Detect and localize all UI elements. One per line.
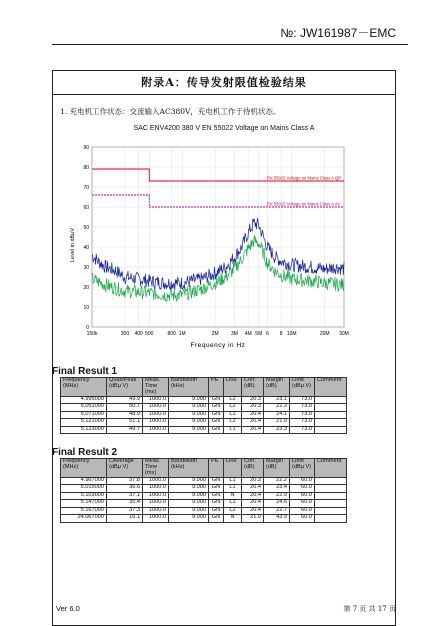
table-cell: 73.0 [290, 396, 315, 404]
table-cell: 60.0 [290, 492, 315, 500]
y-tick-label: 20 [83, 284, 89, 291]
table-cell: GN [209, 500, 224, 508]
x-tick-label: 300 [120, 331, 130, 337]
table-cell: 4.995000 [61, 396, 107, 404]
table-cell [315, 485, 347, 493]
appendix-title: 附录A：传导发射限值检验结果 [141, 76, 307, 89]
x-tick-label: 150k [86, 331, 98, 337]
table-cell: GN [209, 477, 224, 485]
table-cell: 24.067000 [61, 515, 107, 523]
table-cell: 23.3 [264, 426, 290, 434]
table-cell: 22.9 [264, 492, 290, 500]
table-cell: GN [209, 404, 224, 412]
table-cell: 20.4 [242, 426, 264, 434]
table-cell: L2 [224, 404, 242, 412]
table-cell: 16.1 [107, 515, 143, 523]
limit-label: EN 55022 Voltage on Mains Class A AV [266, 201, 341, 207]
table-row [61, 485, 347, 493]
column-header: Frequency (MHz) [61, 459, 107, 478]
final-result-2-title: Final Result 2 [52, 447, 118, 458]
table-cell: 60.0 [290, 515, 315, 523]
x-axis-label: Frequency in Hz [190, 342, 246, 349]
table-cell: 1000.0 [143, 485, 169, 493]
table-cell: 20.3 [242, 404, 264, 412]
x-tick-label: 5M [255, 331, 263, 337]
table-cell: 35.4 [107, 500, 143, 508]
table-cell: 60.0 [290, 507, 315, 515]
table-cell [315, 404, 347, 412]
table-cell: 20.4 [242, 411, 264, 419]
table-cell: 20.4 [242, 507, 264, 515]
table-cell: 5.167000 [61, 507, 107, 515]
table-cell: L2 [224, 507, 242, 515]
table-cell: GN [209, 507, 224, 515]
column-header: Corr. (dB) [242, 459, 264, 478]
table-cell: 60.0 [290, 477, 315, 485]
x-tick-label: 400 [134, 331, 143, 337]
final-result-2-table [60, 458, 347, 523]
table-cell: 5.123000 [61, 426, 107, 434]
y-axis-ticks [83, 145, 89, 331]
table-cell: 9.000 [169, 477, 209, 485]
chart-title: SAC ENV4200 380 V EN 55022 Voltage on Mains Class A [133, 125, 315, 132]
table-cell: N [224, 515, 242, 523]
table-cell: 1000.0 [143, 419, 169, 427]
table-cell: 24.6 [264, 500, 290, 508]
x-axis-ticks [87, 331, 349, 337]
table-cell [315, 492, 347, 500]
table-cell: 73.0 [290, 426, 315, 434]
table-cell: GN [209, 485, 224, 493]
table-cell: 22.7 [264, 507, 290, 515]
y-tick-label: 70 [83, 184, 89, 191]
table-cell: 9.000 [169, 507, 209, 515]
table-cell: GN [209, 492, 224, 500]
table-cell: 5.121000 [61, 419, 107, 427]
y-tick-label: 60 [83, 204, 89, 211]
table-cell [315, 411, 347, 419]
table-cell: 21.0 [242, 515, 264, 523]
x-tick-label: 30M [339, 331, 349, 337]
x-tick-label: 20M [319, 331, 330, 337]
x-tick-label: 2M [211, 331, 219, 337]
table-cell: 1000.0 [143, 404, 169, 412]
table-cell: 9.000 [169, 404, 209, 412]
table-cell: 37.8 [107, 477, 143, 485]
table-cell: 60.0 [290, 485, 315, 493]
table-cell: 21.9 [264, 419, 290, 427]
table-cell [315, 419, 347, 427]
column-header: Bandwidth (kHz) [169, 459, 209, 478]
version-label: Ver 6.0 [56, 604, 80, 613]
table-cell: 20.3 [242, 477, 264, 485]
table-cell: 49.7 [107, 426, 143, 434]
x-tick-label: 8 [279, 331, 283, 337]
y-tick-label: 30 [83, 264, 89, 271]
x-tick-label: 6 [266, 331, 269, 337]
table-cell: GN [209, 396, 224, 404]
column-header: Limit (dBµ V) [290, 459, 315, 478]
table-cell: 9.000 [169, 492, 209, 500]
table-cell: L2 [224, 396, 242, 404]
table-cell: 1000.0 [143, 477, 169, 485]
table-cell: 1000.0 [143, 411, 169, 419]
table-row [61, 404, 347, 412]
column-header: Limit (dBµ V) [290, 378, 315, 397]
table-cell: 5.103000 [61, 492, 107, 500]
table-cell: 73.0 [290, 419, 315, 427]
x-tick-label: 3M [231, 331, 238, 337]
column-header: Line [224, 378, 242, 397]
table-cell: N [224, 492, 242, 500]
table-cell: 9.000 [169, 396, 209, 404]
column-header: Comment [315, 459, 347, 478]
table-cell: 9.000 [169, 500, 209, 508]
table-cell: 5.015000 [61, 485, 107, 493]
y-tick-label: 0 [86, 324, 89, 331]
table-cell: GN [209, 411, 224, 419]
column-header: Comment [315, 378, 347, 397]
y-tick-label: 10 [83, 304, 89, 311]
table-cell: 9.000 [169, 426, 209, 434]
table-cell: 60.0 [290, 500, 315, 508]
table-cell: GN [209, 515, 224, 523]
table-cell: 20.3 [242, 396, 264, 404]
table-cell: 37.1 [107, 492, 143, 500]
table-row [61, 419, 347, 427]
y-axis-label: Level in dBµV [70, 227, 76, 262]
column-header: PE [209, 378, 224, 397]
table-cell: L2 [224, 419, 242, 427]
table-cell: 1000.0 [143, 396, 169, 404]
table-cell: 1000.0 [143, 507, 169, 515]
table-cell: 37.3 [107, 507, 143, 515]
x-tick-label: 10M [286, 331, 297, 337]
column-header: Line [224, 459, 242, 478]
table-cell: 73.0 [290, 404, 315, 412]
table-cell [315, 515, 347, 523]
table-row [61, 426, 347, 434]
table-cell: L1 [224, 411, 242, 419]
final-result-1-table [60, 377, 347, 434]
table-row [61, 515, 347, 523]
table-row [61, 500, 347, 508]
table-cell: 4.967000 [61, 477, 107, 485]
table-cell [315, 396, 347, 404]
table-cell [315, 507, 347, 515]
document-number: №: JW161987－EMC [280, 26, 396, 40]
table-cell: 20.4 [242, 500, 264, 508]
final-result-1-title: Final Result 1 [52, 366, 118, 377]
table-cell: 5.051000 [61, 404, 107, 412]
table-cell: L1 [224, 477, 242, 485]
column-header: QuasiPeak (dBµ V) [107, 378, 143, 397]
table-cell: 20.4 [242, 419, 264, 427]
appendix-title-rule [52, 94, 396, 95]
table-cell: 9.000 [169, 411, 209, 419]
test-condition-text: 1. 充电机工作状态：交流输入AC380V，充电机工作于待机状态。 [60, 107, 281, 116]
table-cell: 22.3 [264, 404, 290, 412]
table-cell: 23.4 [264, 485, 290, 493]
table-cell: GN [209, 426, 224, 434]
table-cell: 1000.0 [143, 515, 169, 523]
table-cell: 1000.0 [143, 426, 169, 434]
limit-label: EN 55022 Voltage on Mains Class A QP [266, 175, 342, 181]
table-cell: 1000.0 [143, 492, 169, 500]
column-header: Meas. Time (ms) [143, 459, 169, 478]
column-header: Margin (dB) [264, 459, 290, 478]
column-header: CAverage (dBµ V) [107, 459, 143, 478]
x-tick-label: 1M [178, 331, 186, 337]
table-cell: 9.000 [169, 515, 209, 523]
y-tick-label: 40 [83, 244, 89, 251]
table-cell: 5.147000 [61, 500, 107, 508]
table-cell: 5.071000 [61, 411, 107, 419]
table-cell: 20.4 [242, 492, 264, 500]
table-cell: L1 [224, 426, 242, 434]
x-tick-label: 500 [145, 331, 154, 337]
table-cell: GN [209, 419, 224, 427]
emission-chart [60, 137, 366, 351]
column-header: PE [209, 459, 224, 478]
table-cell: L1 [224, 500, 242, 508]
y-tick-label: 50 [83, 224, 89, 231]
table-cell: 20.4 [242, 485, 264, 493]
column-header: Bandwidth (kHz) [169, 378, 209, 397]
table-cell: 1000.0 [143, 500, 169, 508]
table-cell: L1 [224, 485, 242, 493]
column-header: Corr. (dB) [242, 378, 264, 397]
table-cell [315, 477, 347, 485]
table-cell: 49.9 [107, 396, 143, 404]
page-number: 第 7 页 共 17 页 [343, 605, 396, 613]
table-cell: 73.0 [290, 411, 315, 419]
table-cell: 50.7 [107, 404, 143, 412]
table-cell: 43.9 [264, 515, 290, 523]
header-rule [52, 44, 408, 45]
y-tick-label: 90 [83, 144, 89, 151]
table-cell [315, 500, 347, 508]
table-cell: 9.000 [169, 485, 209, 493]
y-tick-label: 80 [83, 164, 89, 171]
x-tick-label: 800 [167, 331, 176, 337]
table-cell: 24.1 [264, 411, 290, 419]
table-cell: 9.000 [169, 419, 209, 427]
column-header: Frequency (MHz) [61, 378, 107, 397]
table-cell [315, 426, 347, 434]
column-header: Meas. Time (ms) [143, 378, 169, 397]
column-header: Margin (dB) [264, 378, 290, 397]
table-cell: 48.9 [107, 411, 143, 419]
table-cell: 22.2 [264, 477, 290, 485]
table-cell: 51.1 [107, 419, 143, 427]
table-cell: 23.1 [264, 396, 290, 404]
x-tick-label: 4M [244, 331, 252, 337]
table-cell: 36.6 [107, 485, 143, 493]
plot-background [92, 147, 344, 327]
